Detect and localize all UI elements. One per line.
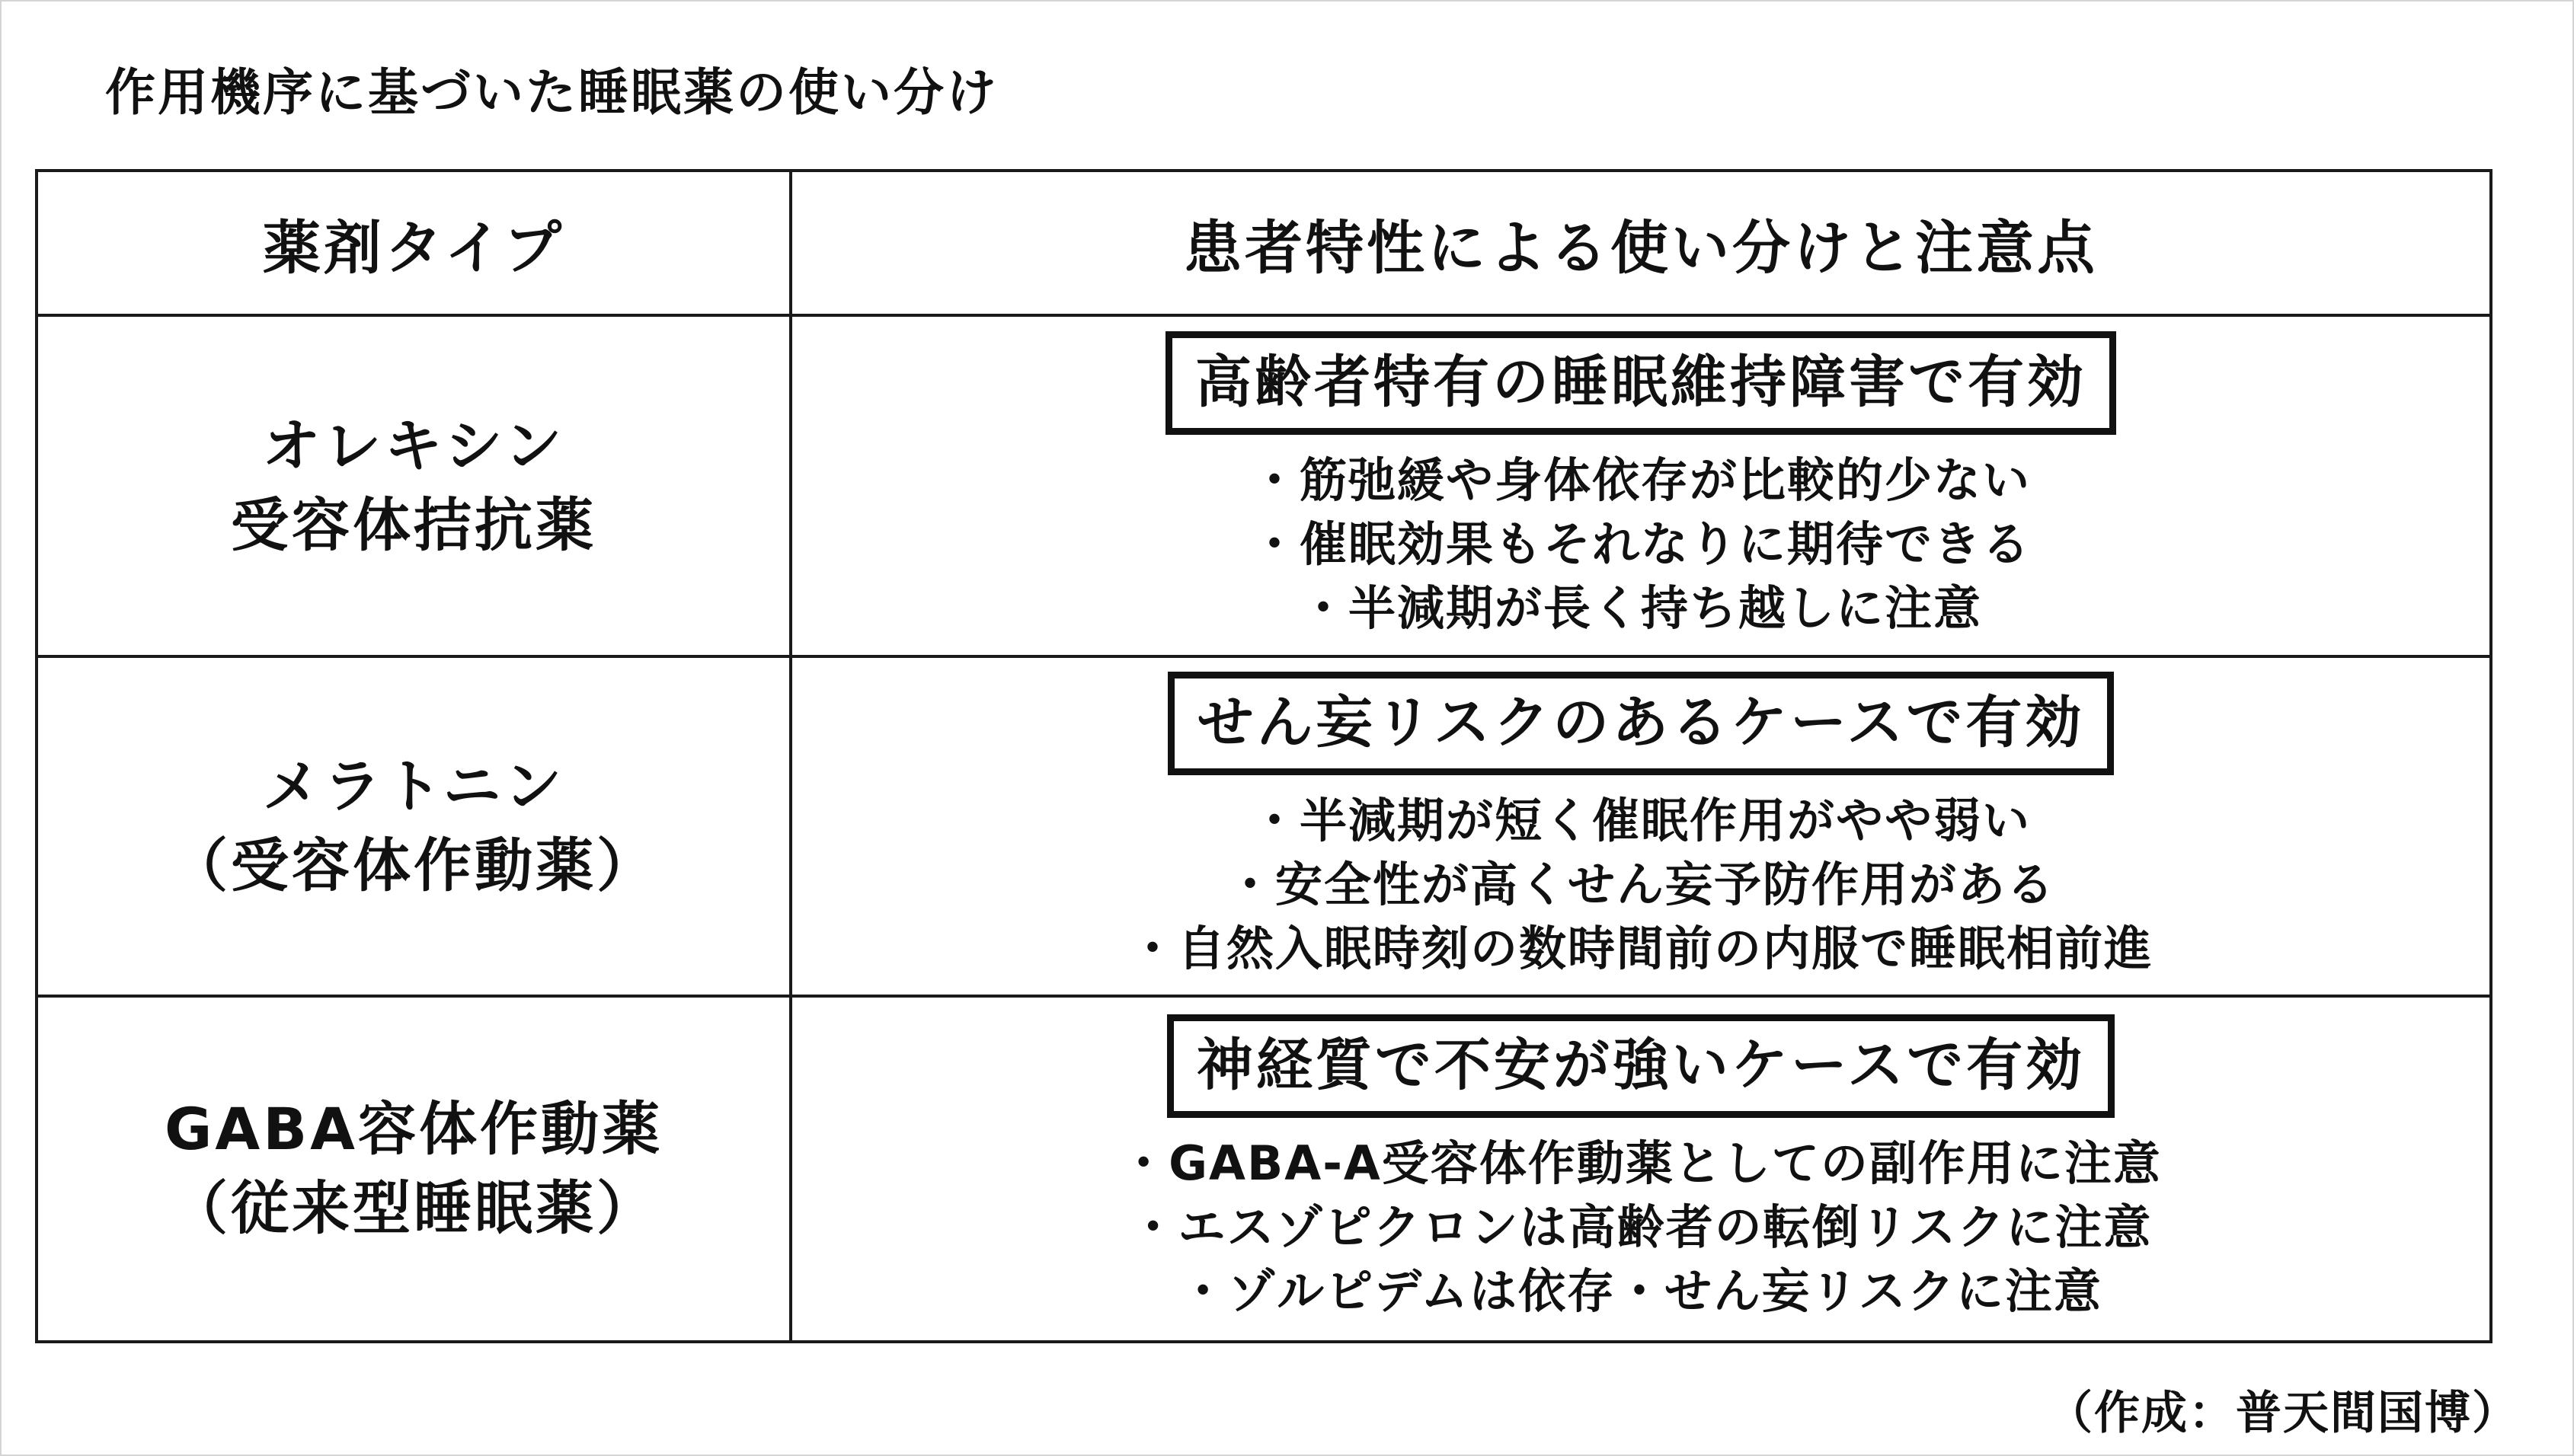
drug-type-line: （受容体作動薬） [170, 832, 657, 899]
list-item: ・半減期が長く持ち越しに注意 [1299, 580, 1982, 636]
table-row [37, 996, 2491, 1342]
drug-type-cell [37, 996, 791, 1342]
drug-type-line: 受容体拮抗薬 [231, 491, 596, 559]
list-item: ・筋弛緩や身体依存が比較的少ない [1250, 452, 2031, 508]
drug-type-line: （従来型睡眠薬） [170, 1174, 657, 1242]
list-item: ・半減期が短く催眠作用がやや弱い [1250, 793, 2031, 848]
drug-type-line: オレキシン [262, 412, 565, 480]
effective-case-box: 高齢者特有の睡眠維持障害で有効 [1165, 331, 2116, 435]
drug-type-name [38, 747, 789, 905]
usage-cell [791, 315, 2491, 656]
drug-type-line: GABA容体作動薬 [165, 1095, 663, 1163]
caution-list [792, 449, 2489, 640]
drug-type-name [38, 407, 789, 565]
drug-type-name [38, 1090, 789, 1248]
list-item: ・エスゾピクロンは高齢者の転倒リスクに注意 [1129, 1199, 2153, 1255]
caution-list [792, 1132, 2489, 1323]
list-item: ・GABA-A受容体作動薬としての副作用に注意 [1120, 1135, 2162, 1191]
header-usage-notes: 患者特性による使い分けと注意点 [791, 171, 2491, 315]
document-title: 作用機序に基づいた睡眠薬の使い分け [105, 63, 999, 122]
drug-type-cell [37, 656, 791, 996]
header-drug-type: 薬剤タイプ [37, 171, 791, 315]
caution-list [792, 789, 2489, 981]
sleep-medication-table [35, 169, 2492, 1343]
author-credit: （作成：普天間国博） [2047, 1387, 2519, 1440]
usage-cell [791, 656, 2491, 996]
list-item: ・安全性が高くせん妄予防作用がある [1226, 857, 2055, 912]
effective-case-box: 神経質で不安が強いケースで有効 [1167, 1014, 2115, 1118]
usage-cell [791, 996, 2491, 1342]
table-row [37, 656, 2491, 996]
drug-type-cell [37, 315, 791, 656]
list-item: ・ゾルピデムは依存・せん妄リスクに注意 [1179, 1263, 2102, 1319]
effective-case-box: せん妄リスクのあるケースで有効 [1168, 672, 2115, 775]
list-item: ・催眠効果もそれなりに期待できる [1250, 516, 2031, 572]
list-item: ・自然入眠時刻の数時間前の内服で睡眠相前進 [1128, 921, 2153, 976]
table-row [37, 315, 2491, 656]
table-header-row [37, 171, 2491, 315]
drug-type-line: メラトニン [262, 752, 565, 820]
